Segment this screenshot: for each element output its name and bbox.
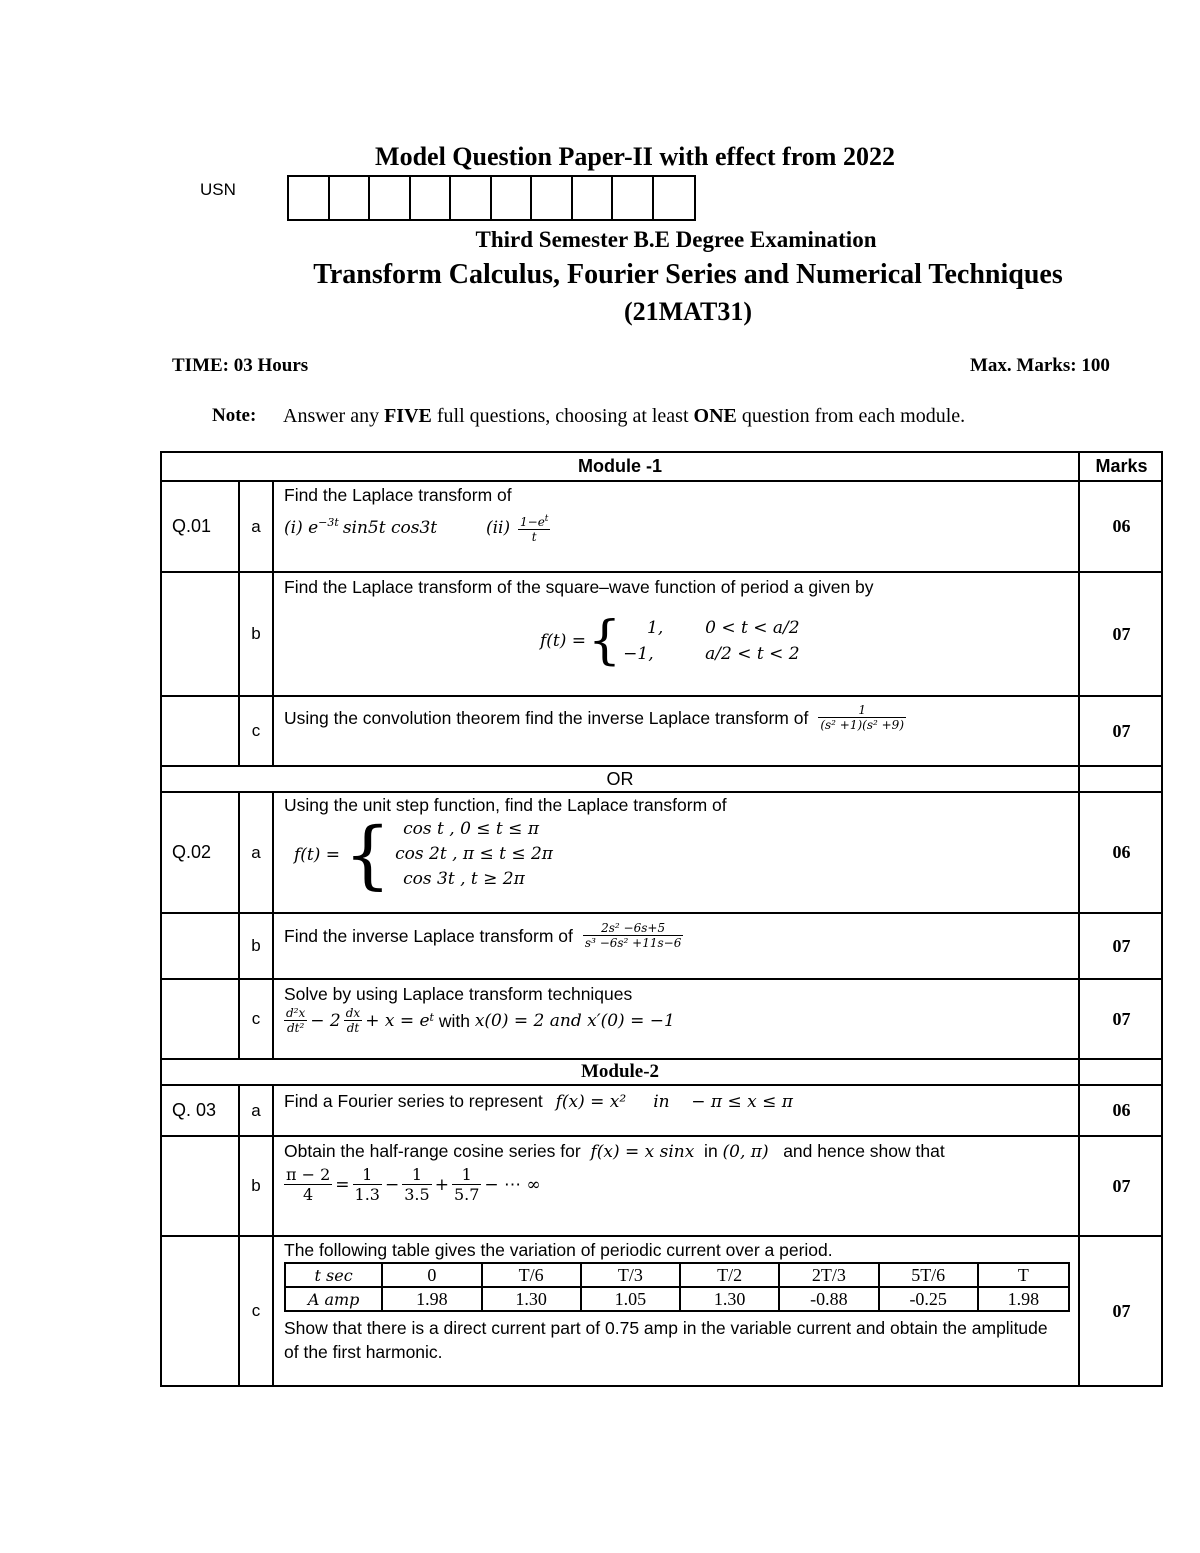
- sub-question-label: b: [251, 936, 261, 955]
- usn-box[interactable]: [492, 177, 533, 219]
- col-divider: [272, 480, 274, 765]
- fraction: $\frac{1}{\text{(s² +1)(s² +9)}}$: [820, 703, 904, 732]
- table-cell: 5T/6: [879, 1263, 978, 1287]
- course-title: Transform Calculus, Fourier Series and Numerical Techniques: [313, 259, 1063, 290]
- fraction: $\frac{1-e^t}{t}$: [520, 514, 549, 545]
- usn-box[interactable]: [573, 177, 614, 219]
- table-cell: 1.30: [680, 1287, 779, 1311]
- fraction: $\frac{1}{5.7}$: [453, 1165, 480, 1204]
- row-divider: [162, 1084, 1161, 1086]
- sub-question-label: c: [251, 1009, 261, 1028]
- question-number: Q.02: [172, 842, 212, 862]
- table-row: [285, 1287, 1069, 1311]
- table-row: [285, 1263, 1069, 1287]
- row-divider: [162, 912, 1161, 914]
- piecewise-function: f(t) = { 1, 0 < t < a/2 −1, a/2 < t < 2: [540, 611, 800, 671]
- question-number: Q. 03: [172, 1100, 217, 1120]
- question-text: Using the convolution theorem find the inverse Laplace transform of $\frac{1}{\text{(s² +1)(s² +9)}}$: [284, 703, 904, 732]
- marks-value: 07: [1112, 935, 1131, 956]
- question-text: Show that there is a direct current part of 0.75 amp in the variable current and obtain the amplitude of the first harmonic.: [284, 1318, 1048, 1362]
- marks-value: 07: [1112, 1008, 1131, 1029]
- sub-question-label: c: [251, 721, 261, 740]
- table-cell: 1.98: [382, 1287, 481, 1311]
- usn-box[interactable]: [613, 177, 654, 219]
- marks-value: 07: [1112, 1175, 1131, 1196]
- table-cell: t sec: [285, 1263, 382, 1287]
- table-cell: 1.30: [482, 1287, 581, 1311]
- row-divider: [162, 571, 1161, 573]
- fraction: $\frac{\pi - 2}{4}$: [286, 1165, 331, 1204]
- piecewise-function: f(t) = { cos t , 0 ≤ t ≤ π cos 2t , π ≤ t ≤ 2π cos 3t , t ≥ 2π: [294, 811, 553, 898]
- usn-boxes[interactable]: [287, 175, 696, 221]
- max-marks: Max. Marks: 100: [970, 355, 1110, 376]
- or-separator: OR: [606, 768, 634, 789]
- fraction: $\frac{\text{2s² −6s+5}}{\text{s³ −6s² +11s−6}}$: [584, 921, 682, 950]
- paper-title: Model Question Paper-II with effect from 2022: [375, 142, 895, 171]
- row-divider: [162, 480, 1161, 482]
- table-cell: 1.98: [978, 1287, 1069, 1311]
- question-text: Find the inverse Laplace transform of $\frac{\text{2s² −6s+5}}{\text{s³ −6s² +11s−6}}$: [284, 921, 682, 950]
- semester-title: Third Semester B.E Degree Examination: [475, 227, 877, 252]
- note-text: Answer any FIVE full questions, choosing at least ONE question from each module.: [283, 405, 966, 427]
- exam-time: TIME: 03 Hours: [172, 355, 309, 376]
- usn-box[interactable]: [411, 177, 452, 219]
- marks-value: 07: [1112, 623, 1131, 644]
- usn-box[interactable]: [330, 177, 371, 219]
- module-2-header: Module-2: [580, 1061, 660, 1082]
- marks-value: 06: [1112, 842, 1131, 862]
- question-number: Q.01: [172, 516, 212, 536]
- question-text: Solve by using Laplace transform techniques: [284, 984, 633, 1004]
- row-divider: [162, 1135, 1161, 1137]
- usn-box[interactable]: [654, 177, 695, 219]
- question-table: [160, 451, 1163, 1387]
- question-text: Find the Laplace transform of (i) $e^{-3t}$ sin5t cos3t (ii) $\frac{1-e^t}{t}$: [284, 485, 549, 545]
- table-cell: T: [978, 1263, 1069, 1287]
- sub-question-label: a: [251, 516, 261, 536]
- table-cell: A amp: [285, 1287, 382, 1311]
- module-1-header: Module -1: [578, 456, 662, 476]
- sub-question-label: a: [251, 842, 261, 862]
- table-cell: -0.25: [879, 1287, 978, 1311]
- question-text: Using the unit step function, find the Laplace transform of: [284, 795, 727, 815]
- col-divider: [272, 791, 274, 1058]
- fraction: $\frac{1}{3.5}$: [404, 1165, 430, 1204]
- table-cell: 1.05: [581, 1287, 680, 1311]
- marks-value: 06: [1112, 516, 1131, 536]
- usn-box[interactable]: [532, 177, 573, 219]
- table-cell: T/6: [482, 1263, 581, 1287]
- question-text: The following table gives the variation of periodic current over a period.: [284, 1240, 833, 1260]
- question-text: Find a Fourier series to represent f(x) = x² in − π ≤ x ≤ π: [284, 1091, 793, 1112]
- series-identity: $\frac{\pi - 2}{4}$ = $\frac{1}{1.3}$ − $\frac{1}{3.5}$ + $\frac{1}{5.7}$ − ⋯ ∞: [286, 1165, 541, 1204]
- table-cell: -0.88: [779, 1287, 878, 1311]
- sub-question-label: b: [251, 1176, 261, 1195]
- sub-question-label: c: [251, 1301, 261, 1320]
- marks-value: 07: [1112, 1300, 1131, 1321]
- row-divider: [162, 978, 1161, 980]
- course-code: (21MAT31): [623, 297, 753, 326]
- differential-equation: $\frac{\text{d²x}}{\text{dt²}}$ − 2 $\frac{dx}{dt}$ + x = e t with x(0) = 2 and x′(0) = −1: [286, 1006, 675, 1035]
- row-divider: [162, 1235, 1161, 1237]
- fraction: $\frac{\text{d²x}}{\text{dt²}}$: [286, 1006, 306, 1035]
- usn-box[interactable]: [451, 177, 492, 219]
- usn-box[interactable]: [289, 177, 330, 219]
- col-divider: [272, 1084, 274, 1385]
- sub-question-label: a: [251, 1100, 261, 1120]
- note-label: Note:: [212, 405, 257, 426]
- table-cell: 0: [382, 1263, 481, 1287]
- question-text: Obtain the half-range cosine series for f(x) = x sinx in (0, π) and hence show that: [284, 1141, 945, 1162]
- marks-value: 06: [1112, 1100, 1131, 1120]
- table-cell: T/3: [581, 1263, 680, 1287]
- usn-label: USN: [200, 180, 236, 199]
- fraction: $\frac{dx}{dt}$: [345, 1006, 361, 1035]
- question-text: Find the Laplace transform of the square–wave function of period a given by: [284, 577, 874, 597]
- table-cell: T/2: [680, 1263, 779, 1287]
- marks-header: Marks: [1095, 456, 1148, 476]
- fraction: $\frac{1}{1.3}$: [354, 1165, 380, 1204]
- row-divider: [162, 695, 1161, 697]
- marks-value: 07: [1112, 720, 1131, 741]
- table-cell: 2T/3: [779, 1263, 878, 1287]
- sub-question-label: b: [251, 624, 261, 643]
- usn-box[interactable]: [370, 177, 411, 219]
- current-data-table: [284, 1262, 1070, 1312]
